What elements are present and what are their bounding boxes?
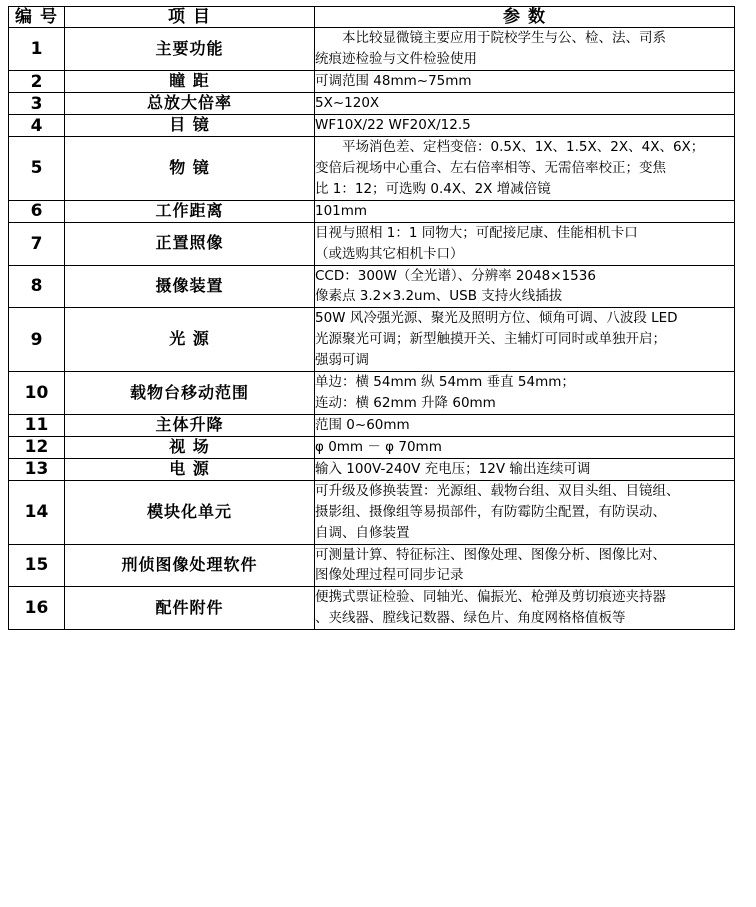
row-number: 11 xyxy=(9,414,65,436)
row-item-name: 工作距离 xyxy=(65,200,315,222)
row-item-name: 总放大倍率 xyxy=(65,93,315,115)
parameter-line: 单边：横 54mm 纵 54mm 垂直 54mm； xyxy=(315,374,575,391)
parameter-line: WF10X/22 WF20X/12.5 xyxy=(315,117,471,134)
column-header-no: 编 号 xyxy=(9,7,65,28)
row-number: 13 xyxy=(9,458,65,480)
row-item-name: 瞳 距 xyxy=(65,71,315,93)
row-number: 15 xyxy=(9,544,65,587)
row-item-name: 配件附件 xyxy=(65,587,315,630)
parameter-line: 强弱可调 xyxy=(315,352,369,369)
parameter-line: φ 0mm － φ 70mm xyxy=(315,438,442,455)
row-number: 12 xyxy=(9,436,65,458)
row-number: 1 xyxy=(9,28,65,71)
row-parameters xyxy=(315,222,735,265)
table-row xyxy=(9,414,735,436)
parameter-line: 平场消色差、定档变倍：0.5X、1X、1.5X、2X、4X、6X； xyxy=(342,139,705,155)
row-parameters xyxy=(315,115,735,137)
row-number: 16 xyxy=(9,587,65,630)
row-number: 10 xyxy=(9,372,65,415)
parameter-line: 摄影组、摄像组等易损部件，有防霉防尘配置，有防误动、 xyxy=(315,503,666,520)
parameter-line: 便携式票证检验、同轴光、偏振光、枪弹及剪切痕迹夹持器 xyxy=(315,589,666,606)
parameter-line: 统痕迹检验与文件检验使用 xyxy=(315,51,477,68)
row-item-name: 光 源 xyxy=(65,308,315,372)
row-item-name: 视 场 xyxy=(65,436,315,458)
table-row xyxy=(9,137,735,201)
row-item-name: 模块化单元 xyxy=(65,480,315,544)
parameter-line: 自调、自修装置 xyxy=(315,524,410,541)
table-row xyxy=(9,200,735,222)
parameter-line: 101mm xyxy=(315,202,368,219)
table-body xyxy=(9,7,735,630)
table-row xyxy=(9,71,735,93)
parameter-line: 50W 风冷强光源、聚光及照明方位、倾角可调、八波段 LED xyxy=(315,310,678,327)
row-number: 2 xyxy=(9,71,65,93)
row-number: 8 xyxy=(9,265,65,308)
row-number: 14 xyxy=(9,480,65,544)
parameter-line: 5X~120X xyxy=(315,95,380,112)
table-row xyxy=(9,308,735,372)
row-number: 7 xyxy=(9,222,65,265)
row-parameters xyxy=(315,544,735,587)
row-number: 6 xyxy=(9,200,65,222)
table-row xyxy=(9,28,735,71)
parameter-line: 像素点 3.2×3.2um、USB 支持火线插拔 xyxy=(315,288,563,305)
table-row xyxy=(9,93,735,115)
parameter-line: 本比较显微镜主要应用于院校学生与公、检、法、司系 xyxy=(342,30,666,47)
table-row xyxy=(9,587,735,630)
parameter-line: 可测量计算、特征标注、图像处理、图像分析、图像比对、 xyxy=(315,546,666,563)
parameter-line: 比 1：12；可选购 0.4X、2X 增减倍镜 xyxy=(315,180,551,197)
table-header-row xyxy=(9,7,735,28)
row-parameters xyxy=(315,436,735,458)
row-parameters xyxy=(315,137,735,201)
row-parameters xyxy=(315,308,735,372)
table-row xyxy=(9,458,735,480)
table-row xyxy=(9,265,735,308)
row-item-name: 正置照像 xyxy=(65,222,315,265)
row-item-name: 载物台移动范围 xyxy=(65,372,315,415)
parameter-line: （或选购其它相机卡口） xyxy=(315,245,464,262)
row-parameters xyxy=(315,93,735,115)
parameter-line: 可调范围 48mm~75mm xyxy=(315,73,472,90)
column-header-param: 参 数 xyxy=(315,7,735,28)
row-parameters xyxy=(315,480,735,544)
parameter-line: 图像处理过程可同步记录 xyxy=(315,567,464,584)
parameter-line: 光源聚光可调；新型触摸开关、主辅灯可同时或单独开启； xyxy=(315,331,666,348)
row-item-name: 主要功能 xyxy=(65,28,315,71)
row-item-name: 目 镜 xyxy=(65,115,315,137)
parameter-line: 可升级及修换装置：光源组、载物台组、双目头组、目镜组、 xyxy=(315,482,680,499)
parameter-line: 输入 100V-240V 充电压；12V 输出连续可调 xyxy=(315,460,591,477)
row-parameters xyxy=(315,414,735,436)
row-parameters xyxy=(315,265,735,308)
table-row xyxy=(9,480,735,544)
row-number: 9 xyxy=(9,308,65,372)
parameter-line: CCD：300W（全光谱）、分辨率 2048×1536 xyxy=(315,267,596,284)
row-item-name: 主体升降 xyxy=(65,414,315,436)
row-number: 3 xyxy=(9,93,65,115)
table-row xyxy=(9,372,735,415)
row-parameters xyxy=(315,28,735,71)
row-number: 4 xyxy=(9,115,65,137)
row-number: 5 xyxy=(9,137,65,201)
parameter-line: 范围 0~60mm xyxy=(315,416,410,433)
row-parameters xyxy=(315,71,735,93)
row-item-name: 摄像装置 xyxy=(65,265,315,308)
row-parameters xyxy=(315,200,735,222)
table-row xyxy=(9,436,735,458)
row-item-name: 刑侦图像处理软件 xyxy=(65,544,315,587)
row-parameters xyxy=(315,587,735,630)
row-item-name: 物 镜 xyxy=(65,137,315,201)
column-header-item: 项 目 xyxy=(65,7,315,28)
parameter-line: 、夹线器、膛线记数器、绿色片、角度网格格值板等 xyxy=(315,610,626,627)
parameter-line: 变倍后视场中心重合、左右倍率相等、无需倍率校正；变焦 xyxy=(315,159,666,176)
parameter-line: 连动：横 62mm 升降 60mm xyxy=(315,395,496,412)
table-row xyxy=(9,222,735,265)
specification-table xyxy=(8,6,735,630)
table-row xyxy=(9,115,735,137)
parameter-line: 目视与照相 1：1 同物大；可配接尼康、佳能相机卡口 xyxy=(315,224,638,241)
row-item-name: 电 源 xyxy=(65,458,315,480)
row-parameters xyxy=(315,372,735,415)
row-parameters xyxy=(315,458,735,480)
table-row xyxy=(9,544,735,587)
